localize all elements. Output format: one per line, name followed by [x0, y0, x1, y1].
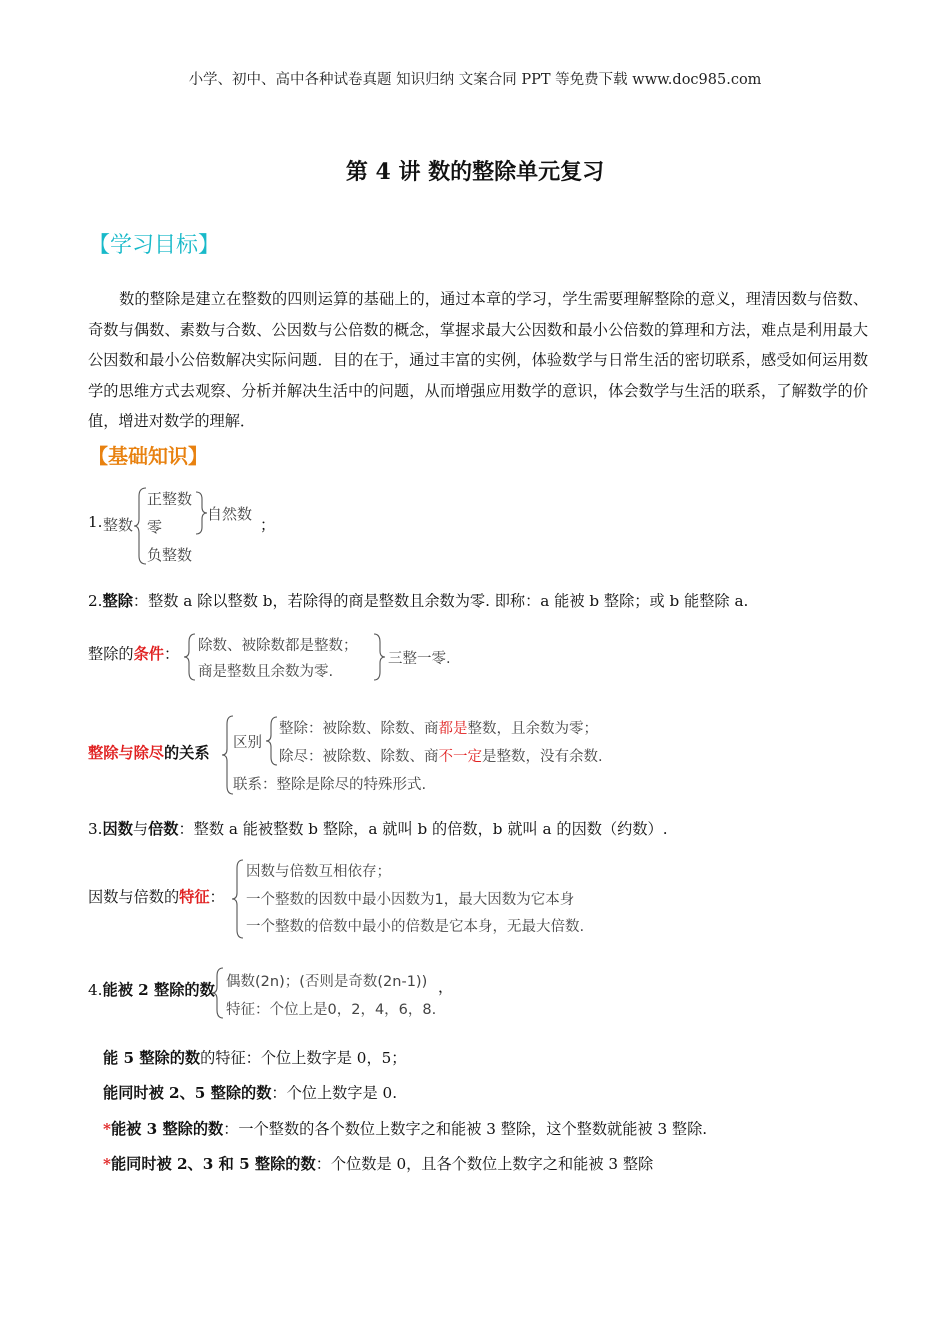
item4-tail: ， — [438, 978, 454, 996]
item2-number: 2. — [88, 592, 103, 610]
natural-number-label: 自然数 — [207, 505, 253, 523]
item2-definition: ：整数 a 除以整数 b，若除得的商是整数且余数为零. 即称：a 能被 b 整除；或 b 能整除 a. — [132, 592, 749, 610]
branch-negative: 负整数 — [147, 546, 193, 564]
item3-number: 3. — [88, 820, 103, 838]
rule-div-2-5: 能同时被 2、5 整除的数：个位上数字是 0. — [103, 1084, 398, 1102]
item1-number: 1. — [88, 513, 103, 531]
site-banner: 小学、初中、高中各种试卷真题 知识归纳 文案合同 PPT 等免费下载 www.doc985.com — [188, 72, 762, 88]
star-mark: * — [103, 1120, 111, 1138]
item1-tail: ； — [260, 516, 276, 534]
item2-term: 整除 — [102, 592, 133, 610]
rule-div-2-3-5: *能同时被 2、3 和 5 整除的数：个位数是 0，且各个数位上数字之和能被 3 整除 — [103, 1155, 654, 1173]
item3-definition: ：整数 a 能被整数 b 整除，a 就叫 b 的倍数，b 就叫 a 的因数（约数）. — [178, 820, 668, 838]
relation-label: 整除与除尽的关系 — [88, 744, 210, 762]
difference-row-2: 除尽：被除数、除数、商不一定是整数，没有余数. — [279, 749, 603, 765]
emphasis-all-are: 都是 — [438, 721, 468, 737]
condition-summary-brace — [374, 632, 386, 682]
feature-3: 一个整数的倍数中最小的倍数是它本身，无最大倍数. — [246, 919, 585, 935]
condition-1: 除数、被除数都是整数； — [198, 638, 358, 654]
item4-brace — [212, 966, 224, 1020]
basics-heading: 【基础知识】 — [88, 444, 208, 468]
integer-brace — [134, 486, 148, 566]
feature-brace — [232, 858, 244, 940]
difference-label: 区别 — [233, 735, 262, 751]
objectives-paragraph — [88, 284, 868, 437]
item3-line: 3.因数与倍数：整数 a 能被整数 b 整除，a 就叫 b 的倍数，b 就叫 a 的因数（约数）. — [88, 820, 668, 838]
condition-term: 条件 — [133, 645, 164, 663]
branch-zero: 零 — [147, 518, 163, 536]
relation-term: 整除与除尽 — [88, 744, 164, 762]
even-feature-row: 特征：个位上是0，2，4，6，8. — [226, 1002, 437, 1018]
lecture-title: 第 4 讲 数的整除单元复习 — [345, 159, 605, 185]
rule-div-3: *能被 3 整除的数：一个整数的各个数位上数字之和能被 3 整除，这个整数就能被 3 整除. — [103, 1120, 708, 1138]
condition-summary: 三整一零. — [388, 651, 451, 667]
feature-label: 因数与倍数的特征： — [88, 888, 225, 906]
relation-link-row: 联系：整除是除尽的特殊形式. — [233, 777, 427, 793]
emphasis-not-necessarily: 不一定 — [438, 749, 482, 765]
integer-label: 整数 — [103, 516, 134, 534]
objectives-heading: 【学习目标】 — [88, 233, 221, 258]
item4-term: 能被 2 整除的数 — [102, 981, 215, 999]
star-mark: * — [103, 1155, 111, 1173]
feature-2: 一个整数的因数中最小因数为1，最大因数为它本身 — [246, 892, 575, 908]
condition-2: 商是整数且余数为零. — [198, 664, 334, 680]
condition-brace — [184, 632, 196, 682]
rule-div-5: 能 5 整除的数的特征：个位上数字是 0，5； — [103, 1049, 407, 1067]
difference-row-1: 整除：被除数、除数、商都是整数，且余数为零； — [279, 721, 598, 737]
condition-label: 整除的条件： — [88, 645, 180, 663]
branch-positive: 正整数 — [147, 490, 193, 508]
feature-1: 因数与倍数互相依存； — [246, 864, 391, 880]
objectives-text: 数的整除是建立在整数的四则运算的基础上的，通过本章的学习，学生需要理解整除的意义，理清因数与倍数、奇数与偶数、素数与合数、公因数与公倍数的概念，掌握求最大公因数和最小公倍数的算理和方法，难点是利用最大公因数和最小公倍数解决实际问题．目的在于，通过丰富的实例，体验数学与日常生活的密切联系，感受如何运用数学的思维方式去观察、分析并解决生活中的问题，从而增强应用数学的意识，体会数学与生活的联系，了解数学的价值，增进对数学的理解． — [88, 290, 868, 431]
difference-brace — [266, 715, 278, 767]
item4-label: 4.能被 2 整除的数 — [88, 981, 215, 999]
even-odd-row: 偶数(2n)；(否则是奇数(2n-1)) — [226, 974, 428, 990]
item2-line — [88, 590, 748, 611]
feature-term: 特征 — [179, 888, 210, 906]
